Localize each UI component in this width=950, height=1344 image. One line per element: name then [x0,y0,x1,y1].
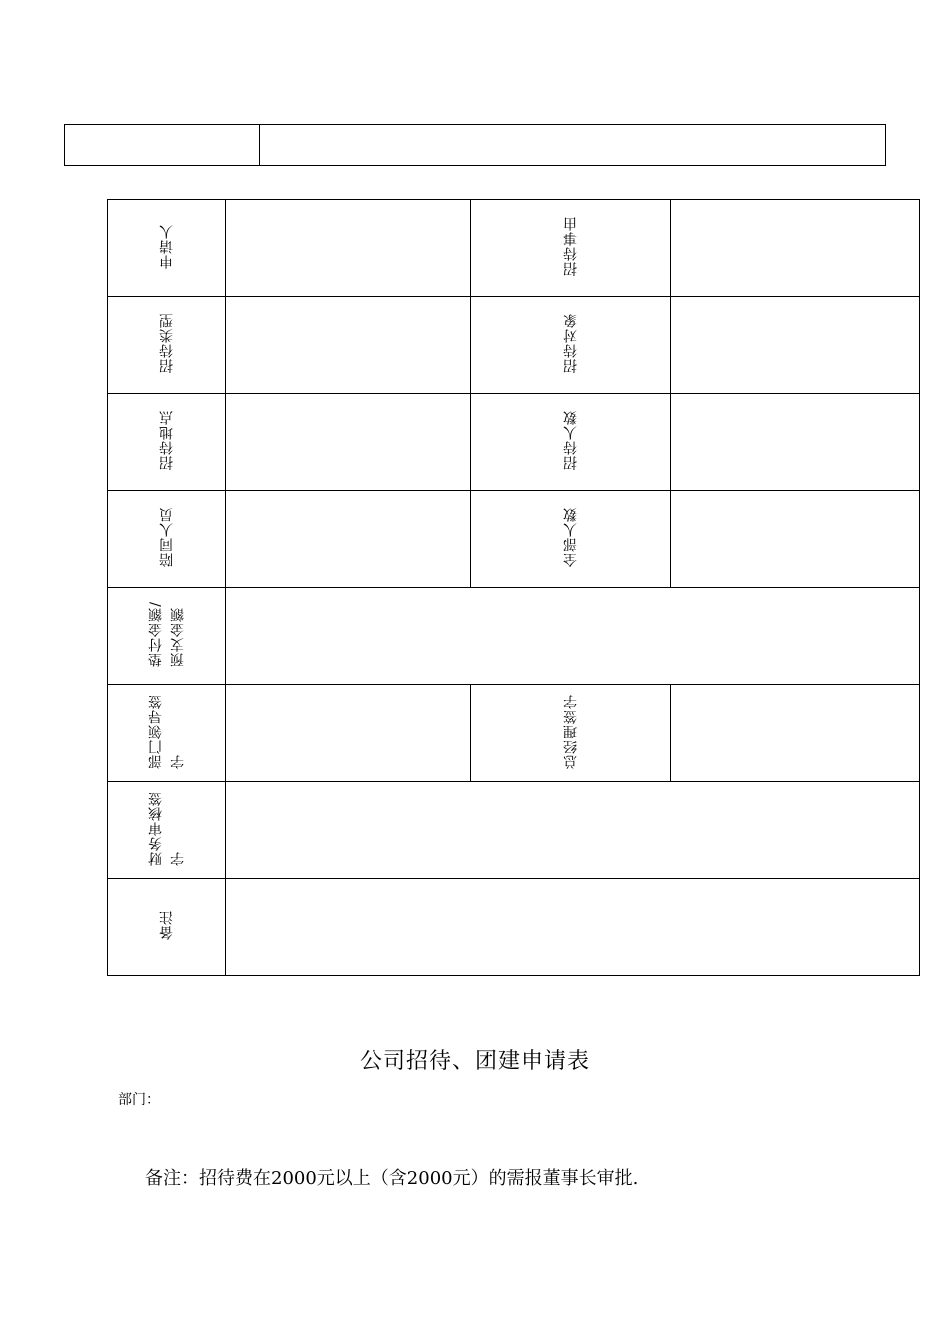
label-cell-companions [108,491,226,588]
form-row-type [108,297,920,394]
department-label: 部门： [118,1092,160,1108]
footnote: 备注：招待费在2000元以上（含2000元）的需报董事长审批. [145,1168,639,1189]
remarks-label: 备注 [158,910,175,940]
total-count-field[interactable] [671,491,920,588]
header-box-divider [259,125,260,165]
form-row-companions [108,491,920,588]
label-cell-total-count [471,491,671,588]
applicant-field[interactable] [226,200,471,297]
form-title: 公司招待、团建申请表 [359,1049,590,1074]
label-cell-reason [471,200,671,297]
dept-leader-sign-field[interactable] [226,685,471,782]
form-row-remarks [108,879,920,976]
form-row-amount [108,588,920,685]
label-cell-gm-sign [471,685,671,782]
remarks-field[interactable] [226,879,920,976]
finance-sign-field[interactable] [226,782,920,879]
application-form-table [107,199,920,976]
label-cell-guest-count [471,394,671,491]
form-row-location [108,394,920,491]
label-cell-amount [108,588,226,685]
form-row-applicant [108,200,920,297]
label-cell-applicant [108,200,226,297]
amount-field[interactable] [226,588,920,685]
label-cell-type [108,297,226,394]
type-label: 招待类型 [158,313,175,373]
label-cell-location [108,394,226,491]
companions-label: 陪同人员 [158,507,175,567]
finance-sign-label: 财务审核签 字 [147,790,186,866]
dept-leader-sign-label: 部门领导签 字 [147,693,186,769]
companions-field[interactable] [226,491,471,588]
amount-label: 垫付金额/ 预支金额 [147,601,186,667]
label-cell-target [471,297,671,394]
gm-sign-field[interactable] [671,685,920,782]
reason-field[interactable] [671,200,920,297]
form-row-finance [108,782,920,879]
guest-count-field[interactable] [671,394,920,491]
label-cell-remarks [108,879,226,976]
target-label: 招待对象 [562,313,579,373]
reason-label: 招待事由 [562,216,579,276]
form-row-signatures [108,685,920,782]
label-cell-dept-leader-sign [108,685,226,782]
location-field[interactable] [226,394,471,491]
location-label: 招待地点 [158,410,175,470]
applicant-label: 申请人 [158,223,175,269]
guest-count-label: 招待人数 [562,410,579,470]
label-cell-finance-sign [108,782,226,879]
type-field[interactable] [226,297,471,394]
header-box [64,124,886,166]
total-count-label: 全部人数 [562,507,579,567]
target-field[interactable] [671,297,920,394]
gm-sign-label: 总经理签字 [562,693,579,769]
